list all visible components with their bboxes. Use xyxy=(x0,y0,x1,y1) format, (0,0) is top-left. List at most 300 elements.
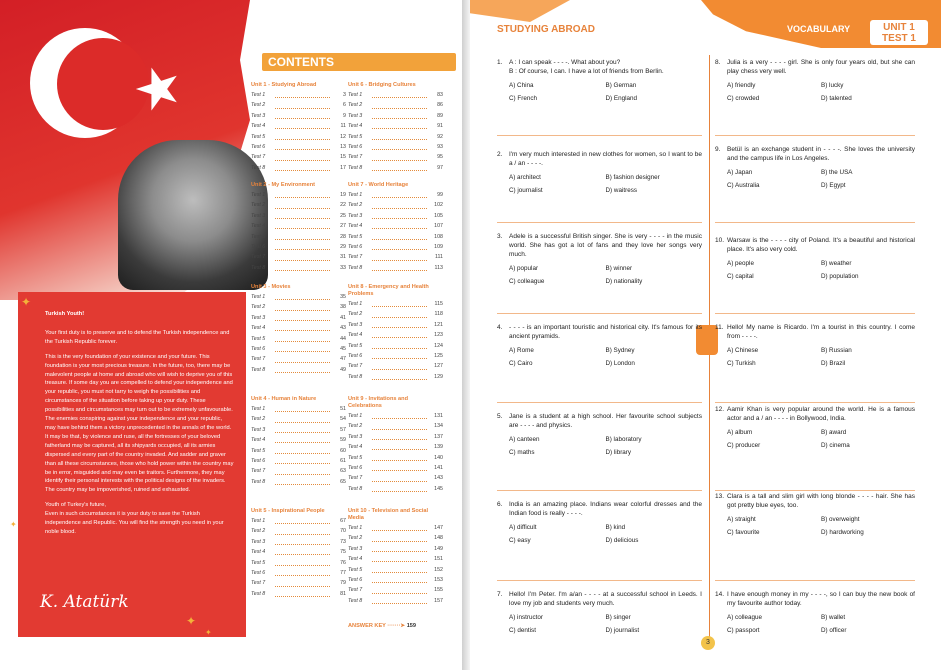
contents-row[interactable] xyxy=(251,90,346,100)
leader-dots xyxy=(372,223,427,229)
test-label: Test 6 xyxy=(348,244,363,251)
answer-option[interactable]: C) passport xyxy=(727,627,760,634)
answer-option[interactable]: A) friendly xyxy=(727,82,756,89)
answer-option[interactable]: B) kind xyxy=(605,524,626,531)
contents-unit xyxy=(348,396,443,494)
leader-dots xyxy=(275,427,330,433)
sparkle-icon: ✦ xyxy=(10,520,17,529)
answer-option[interactable]: B) Russian xyxy=(821,347,852,354)
contents-row[interactable] xyxy=(348,565,443,575)
test-label: Test 8 xyxy=(348,164,363,171)
answer-option[interactable]: B) the USA xyxy=(821,169,853,176)
leader-dots xyxy=(372,234,427,240)
answer-option[interactable]: C) capital xyxy=(727,273,754,280)
question xyxy=(715,590,915,635)
test-label: Test 7 xyxy=(348,154,363,161)
speech-paragraph: This is the very foundation of your existence and your future. This foundation is your most precious treasure. In the future, too, there may be malevolent people at home and abroad who will wish to deprive you of this treasure. If some day you are compelled to defend your independence and your republic, you must not tarry to weigh the possibilities and circumstances of the situation before taking up your duty. These possibilities and circumstances may turn out to be extremely unfavourable. The enemies conspiring against your independence and your republic, may have behind them a victory unprecedented in the annals of the world. It may be that, by violence and ruse, all the fortresses of your beloved fatherland may be captured, all its shipyards occupied, all its armies dispersed and every part of the country invaded. And sadder and graver than all these circumstances, those who hold power within the country may be in error, misguided and may even be traitors. Furthermore, they may identify their personal interests with the political designs of the invaders. The country may be impoverished, ruined and exhausted. xyxy=(45,353,234,494)
test-label: Test 7 xyxy=(348,587,363,594)
contents-row[interactable] xyxy=(251,589,346,599)
page-ref: 123 xyxy=(434,332,443,339)
unit-title[interactable]: Unit 7 - World Heritage xyxy=(348,182,409,188)
unit-title[interactable]: Unit 4 - Human in Nature xyxy=(251,396,317,402)
contents-row[interactable] xyxy=(251,163,346,173)
page-ref: 75 xyxy=(340,549,346,556)
contents-row[interactable] xyxy=(348,242,443,252)
question-stem: I'm very much interested in new clothes for women, so I want to be a / an - - - -. xyxy=(509,151,702,167)
page-ref: 43 xyxy=(340,325,346,332)
contents-row[interactable] xyxy=(251,466,346,476)
contents-row[interactable] xyxy=(251,292,346,302)
answer-option[interactable]: B) laboratory xyxy=(605,436,642,443)
page-ref: 152 xyxy=(434,566,443,573)
question-number: 7. xyxy=(497,591,503,598)
answer-option[interactable]: D) Brazil xyxy=(821,360,846,367)
contents-row[interactable] xyxy=(251,323,346,333)
contents-row[interactable] xyxy=(251,111,346,121)
answer-option[interactable]: B) lucky xyxy=(821,82,844,89)
answer-option[interactable]: A) architect xyxy=(509,174,541,181)
contents-row[interactable] xyxy=(251,344,346,354)
answer-option[interactable]: D) Egypt xyxy=(821,182,846,189)
answer-option[interactable]: D) cinema xyxy=(821,442,850,449)
page-ref: 83 xyxy=(437,92,443,98)
answer-option[interactable]: C) producer xyxy=(727,442,761,449)
contents-row[interactable] xyxy=(251,100,346,110)
answer-option[interactable]: C) Cairo xyxy=(509,360,533,367)
test-label: Test 7 xyxy=(348,363,363,370)
answer-option[interactable]: C) Australia xyxy=(727,182,760,189)
answer-option[interactable]: A) Japan xyxy=(727,169,753,176)
page-ref: 63 xyxy=(340,468,346,475)
contents-row[interactable] xyxy=(251,365,346,375)
contents-row[interactable] xyxy=(348,432,443,442)
leader-dots xyxy=(372,213,427,219)
contents-row[interactable] xyxy=(251,242,346,252)
answer-option[interactable]: B) Sydney xyxy=(605,347,635,354)
answer-option[interactable]: C) journalist xyxy=(509,187,543,194)
answer-option[interactable]: A) Rome xyxy=(509,347,534,354)
contents-row[interactable] xyxy=(348,361,443,371)
page-ref: 54 xyxy=(340,416,346,423)
answer-option[interactable]: A) difficult xyxy=(509,524,537,531)
page-ref: 41 xyxy=(340,314,346,321)
vocabulary-label: VOCABULARY xyxy=(787,24,851,34)
right-page xyxy=(470,0,941,670)
test-label: Test 5 xyxy=(348,233,363,240)
page-ref: 17 xyxy=(340,164,346,171)
leader-dots xyxy=(275,336,330,342)
contents-row[interactable] xyxy=(348,200,443,210)
speech-paragraph: Youth of Turkey's future, xyxy=(45,502,106,509)
leader-dots xyxy=(372,113,427,119)
contents-row[interactable] xyxy=(251,477,346,487)
contents-unit xyxy=(348,508,443,606)
question-stem: Betül is an exchange student in - - - -. She loves the university and the campus life in Los Angeles. xyxy=(727,146,915,162)
left-page xyxy=(0,0,462,670)
section-title: STUDYING ABROAD xyxy=(497,24,595,35)
test-label: Test 8 xyxy=(251,164,266,171)
leader-dots xyxy=(372,155,427,161)
contents-row[interactable] xyxy=(348,330,443,340)
test-label: Test 5 xyxy=(348,342,363,349)
contents-row[interactable] xyxy=(348,411,443,421)
answer-option[interactable]: C) favourite xyxy=(727,529,760,536)
question-separator xyxy=(715,490,915,491)
contents-row[interactable] xyxy=(348,544,443,554)
answer-option[interactable]: B) fashion designer xyxy=(605,174,660,181)
contents-row[interactable] xyxy=(348,163,443,173)
page-ref: 65 xyxy=(340,478,346,485)
answer-option[interactable]: D) talented xyxy=(821,95,852,102)
contents-row[interactable] xyxy=(251,404,346,414)
question-stem: Julia is a very - - - - girl. She is only four years old, but she can play chess very well. xyxy=(727,59,915,75)
test-label: Test 2 xyxy=(251,102,266,109)
contents-row[interactable] xyxy=(348,111,443,121)
test-label: Test 4 xyxy=(251,437,266,444)
contents-row[interactable] xyxy=(251,132,346,142)
answer-option[interactable]: C) maths xyxy=(509,449,535,456)
page-ref: 131 xyxy=(434,413,443,419)
leader-dots xyxy=(275,144,330,150)
test-label: Test 4 xyxy=(251,549,266,556)
leader-dots xyxy=(275,165,330,171)
test-label: Test 7 xyxy=(251,356,266,363)
unit-title[interactable]: Unit 3 - Movies xyxy=(251,284,291,290)
test-label: Test 3 xyxy=(348,545,363,552)
answer-key-label: ANSWER KEY xyxy=(348,623,386,629)
answer-option[interactable]: D) England xyxy=(605,95,638,102)
question-number: 6. xyxy=(497,501,503,508)
test-label: Test 7 xyxy=(251,580,266,587)
question xyxy=(715,236,915,281)
contents-row[interactable] xyxy=(251,558,346,568)
unit-title[interactable]: Unit 9 - Invitations and Celebrations xyxy=(348,396,408,409)
page-ref: 19 xyxy=(340,192,346,198)
test-label: Test 1 xyxy=(251,192,266,198)
answer-option[interactable]: C) dentist xyxy=(509,627,536,634)
leader-dots xyxy=(372,343,427,349)
answer-option[interactable]: C) easy xyxy=(509,537,531,544)
question-separator xyxy=(497,135,702,136)
answer-option[interactable]: C) French xyxy=(509,95,537,102)
test-label: Test 5 xyxy=(251,133,266,140)
test-label: Test 1 xyxy=(348,525,363,531)
leader-dots xyxy=(275,223,330,229)
page-ref: 61 xyxy=(340,458,346,465)
contents-row[interactable] xyxy=(251,211,346,221)
contents-row[interactable] xyxy=(251,537,346,547)
answer-option[interactable]: B) wallet xyxy=(821,614,846,621)
test-label: Test 5 xyxy=(251,233,266,240)
contents-row[interactable] xyxy=(251,121,346,131)
unit-title[interactable]: Unit 6 - Bridging Cultures xyxy=(348,82,416,88)
page-ref: 97 xyxy=(437,164,443,171)
contents-row[interactable] xyxy=(251,568,346,578)
speech-heading: Turkish Youth! xyxy=(45,311,85,317)
page-ref: 108 xyxy=(434,233,443,240)
page-ref: 51 xyxy=(340,406,346,412)
contents-row[interactable] xyxy=(348,442,443,452)
contents-row[interactable] xyxy=(251,516,346,526)
leader-dots xyxy=(275,325,330,331)
test-label: Test 8 xyxy=(348,264,363,271)
answer-option[interactable]: A) people xyxy=(727,260,754,267)
unit-title[interactable]: Unit 5 - Inspirational People xyxy=(251,508,325,514)
contents-row[interactable] xyxy=(348,523,443,533)
page-ref: 12 xyxy=(340,133,346,140)
question-number: 3. xyxy=(497,233,503,240)
test-label: Test 4 xyxy=(348,556,363,563)
page-ref: 149 xyxy=(434,545,443,552)
page-ref: 93 xyxy=(437,144,443,151)
answer-option[interactable]: D) waitress xyxy=(605,187,637,194)
unit-title[interactable]: Unit 2 - My Environment xyxy=(251,182,316,188)
question-dialogue: B : Of course, I can. I have a lot of friends from Berlin. xyxy=(509,68,664,75)
contents-row[interactable] xyxy=(348,463,443,473)
leader-dots xyxy=(275,305,330,311)
leader-dots xyxy=(372,134,427,140)
contents-row[interactable] xyxy=(348,132,443,142)
leader-dots xyxy=(372,413,427,419)
answer-option[interactable]: A) straight xyxy=(727,516,756,523)
contents-row[interactable] xyxy=(251,526,346,536)
test-label: Test 2 xyxy=(348,423,363,430)
unit-title[interactable]: Unit 8 - Emergency and Health Problems xyxy=(348,284,429,297)
contents-row[interactable] xyxy=(251,152,346,162)
page-ref: 60 xyxy=(340,447,346,454)
contents-row[interactable] xyxy=(348,263,443,273)
answer-option[interactable]: C) crowded xyxy=(727,95,760,102)
answer-option[interactable]: D) nationality xyxy=(605,278,643,285)
answer-option[interactable]: D) officer xyxy=(821,627,847,634)
test-label: Test 8 xyxy=(251,590,266,597)
page-ref: 11 xyxy=(340,123,346,130)
contents-row[interactable] xyxy=(251,200,346,210)
answer-option[interactable]: A) instructor xyxy=(509,614,543,621)
answer-option[interactable]: D) hardworking xyxy=(821,529,864,536)
leader-dots xyxy=(275,518,330,524)
question-stem: I have enough money in my - - - -, so I can buy the new book of my favourite author today. xyxy=(727,591,915,607)
contents-row[interactable] xyxy=(348,421,443,431)
answer-option[interactable]: A) colleague xyxy=(727,614,763,621)
speech-paragraph: Even in such circumstances it is your duty to save the Turkish independence and Republic. You will find the strength you need in your noble blood. xyxy=(45,511,224,535)
answer-option[interactable]: D) population xyxy=(821,273,859,280)
contents-row[interactable] xyxy=(348,320,443,330)
page-ref: 92 xyxy=(437,133,443,140)
page-ref: 49 xyxy=(340,366,346,373)
test-label: Test 1 xyxy=(251,406,266,412)
contents-unit xyxy=(348,284,443,382)
test-label: Test 1 xyxy=(348,301,363,307)
question-stem: - - - - is an important touristic and historical city. It's famous for its ancient pyramids. xyxy=(509,324,702,340)
test-label: Test 3 xyxy=(348,321,363,328)
page-ref: 153 xyxy=(434,577,443,584)
leader-dots xyxy=(275,448,330,454)
contents-title: CONTENTS xyxy=(262,53,456,71)
test-label: Test 8 xyxy=(251,264,266,271)
contents-row[interactable] xyxy=(251,578,346,588)
answer-option[interactable]: A) album xyxy=(727,429,753,436)
contents-row[interactable] xyxy=(348,90,443,100)
unit-title[interactable]: Unit 10 - Television and Social Media xyxy=(348,508,429,521)
answer-option[interactable]: A) canteen xyxy=(509,436,540,443)
contents-row[interactable] xyxy=(251,414,346,424)
page-ref: 86 xyxy=(437,102,443,109)
test-label: Test 5 xyxy=(348,454,363,461)
page-ref: 38 xyxy=(340,304,346,311)
contents-row[interactable] xyxy=(251,302,346,312)
question xyxy=(497,232,702,286)
page-ref: 95 xyxy=(437,154,443,161)
page-ref: 143 xyxy=(434,475,443,482)
test-label: Test 3 xyxy=(348,112,363,119)
test-label: Test 6 xyxy=(251,458,266,465)
contents-row[interactable] xyxy=(251,334,346,344)
test-label: Test 7 xyxy=(348,254,363,261)
contents-row[interactable] xyxy=(348,232,443,242)
leader-dots xyxy=(275,113,330,119)
answer-option[interactable]: C) colleague xyxy=(509,278,545,285)
contents-row[interactable] xyxy=(348,575,443,585)
contents-row[interactable] xyxy=(348,372,443,382)
answer-option[interactable]: C) Turkish xyxy=(727,360,756,367)
contents-row[interactable] xyxy=(251,435,346,445)
page-ref: 140 xyxy=(434,454,443,461)
contents-row[interactable] xyxy=(348,100,443,110)
test-label: Test 4 xyxy=(348,223,363,230)
page-ref: 45 xyxy=(340,346,346,353)
leader-dots xyxy=(372,546,427,552)
question-number: 5. xyxy=(497,413,503,420)
answer-option[interactable]: D) delicious xyxy=(605,537,639,544)
question xyxy=(497,500,702,545)
leader-dots xyxy=(372,567,427,573)
page-ref: 102 xyxy=(434,202,443,209)
contents-row[interactable] xyxy=(251,446,346,456)
contents-row[interactable] xyxy=(348,554,443,564)
contents-row[interactable] xyxy=(348,142,443,152)
test-label: Test 7 xyxy=(348,475,363,482)
page-ref: 134 xyxy=(434,423,443,430)
answer-option[interactable]: D) library xyxy=(605,449,632,456)
answer-option[interactable]: D) London xyxy=(605,360,635,367)
page-ref: 137 xyxy=(434,433,443,440)
leader-dots xyxy=(275,265,330,271)
leader-dots xyxy=(372,332,427,338)
contents-row[interactable] xyxy=(251,221,346,231)
contents-row[interactable] xyxy=(348,211,443,221)
contents-row[interactable] xyxy=(251,142,346,152)
contents-row[interactable] xyxy=(348,351,443,361)
contents-row[interactable] xyxy=(348,121,443,131)
test-label: Test 3 xyxy=(251,112,266,119)
answer-option[interactable]: B) award xyxy=(821,429,847,436)
question xyxy=(715,323,915,368)
contents-row[interactable] xyxy=(348,473,443,483)
page-ref: 89 xyxy=(437,112,443,119)
contents-row[interactable] xyxy=(251,313,346,323)
unit-title[interactable]: Unit 1 - Studying Abroad xyxy=(251,82,317,88)
leader-dots xyxy=(275,203,330,209)
leader-dots xyxy=(372,322,427,328)
answer-option[interactable]: D) journalist xyxy=(605,627,640,634)
test-label: Test 8 xyxy=(251,478,266,485)
contents-row[interactable] xyxy=(348,190,443,200)
answer-option[interactable]: B) German xyxy=(605,82,637,89)
contents-row[interactable] xyxy=(348,453,443,463)
leader-dots xyxy=(275,244,330,250)
contents-row[interactable] xyxy=(348,484,443,494)
contents-row[interactable] xyxy=(251,232,346,242)
question xyxy=(715,492,915,537)
answer-option[interactable]: A) popular xyxy=(509,265,539,272)
answer-option[interactable]: A) China xyxy=(509,82,534,89)
page-ref: 15 xyxy=(340,154,346,161)
test-label: Test 4 xyxy=(251,223,266,230)
question-number: 14. xyxy=(715,591,725,598)
test-label: Test 2 xyxy=(251,304,266,311)
contents-row[interactable] xyxy=(251,263,346,273)
answer-option[interactable]: B) weather xyxy=(821,260,852,267)
leader-dots xyxy=(275,103,330,109)
answer-key-entry[interactable]: ANSWER KEY ·······➤ 159 xyxy=(348,623,417,629)
answer-option[interactable]: A) Chinese xyxy=(727,347,759,354)
contents-row[interactable] xyxy=(251,547,346,557)
test-label: Test 5 xyxy=(348,133,363,140)
sparkle-icon: ✦ xyxy=(21,295,32,309)
answer-option[interactable]: B) winner xyxy=(605,265,633,272)
contents-row[interactable] xyxy=(251,190,346,200)
contents-row[interactable] xyxy=(251,252,346,262)
leader-dots xyxy=(372,312,427,318)
leader-dots xyxy=(372,536,427,542)
contents-row[interactable] xyxy=(348,309,443,319)
question-stem: Adele is a successful British singer. She is very - - - - in the music world. She has got a lot of fans and they love her songs very much. xyxy=(509,233,702,258)
question-number: 10. xyxy=(715,237,725,244)
question-separator xyxy=(715,580,915,581)
page-ref: 67 xyxy=(340,518,346,524)
contents-row[interactable] xyxy=(251,425,346,435)
test-label: Test 8 xyxy=(348,373,363,380)
question-separator xyxy=(715,135,915,136)
question-separator xyxy=(715,402,915,403)
test-label: Test 6 xyxy=(251,144,266,151)
star-icon: ★ xyxy=(124,49,192,126)
contents-row[interactable] xyxy=(348,299,443,309)
contents-row[interactable] xyxy=(251,456,346,466)
contents-row[interactable] xyxy=(348,341,443,351)
contents-row[interactable] xyxy=(251,354,346,364)
leader-dots xyxy=(372,598,427,604)
test-label: Test 2 xyxy=(348,202,363,209)
leader-dots xyxy=(275,134,330,140)
leader-dots xyxy=(275,529,330,535)
test-label: Test 7 xyxy=(251,254,266,261)
contents-row[interactable] xyxy=(348,252,443,262)
answer-option[interactable]: B) singer xyxy=(605,614,631,621)
contents-row[interactable] xyxy=(348,221,443,231)
page-ref: 44 xyxy=(340,335,346,342)
contents-row[interactable] xyxy=(348,585,443,595)
question-stem: Aamir Khan is very popular around the world. He is a famous actor and a / an - - - - in Bollywood, India. xyxy=(727,406,915,422)
book-gutter xyxy=(462,0,470,670)
contents-row[interactable] xyxy=(348,533,443,543)
leader-dots xyxy=(372,424,427,430)
contents-row[interactable] xyxy=(348,596,443,606)
contents-row[interactable] xyxy=(348,152,443,162)
test-label: Test 2 xyxy=(251,528,266,535)
answer-option[interactable]: B) overweight xyxy=(821,516,860,523)
